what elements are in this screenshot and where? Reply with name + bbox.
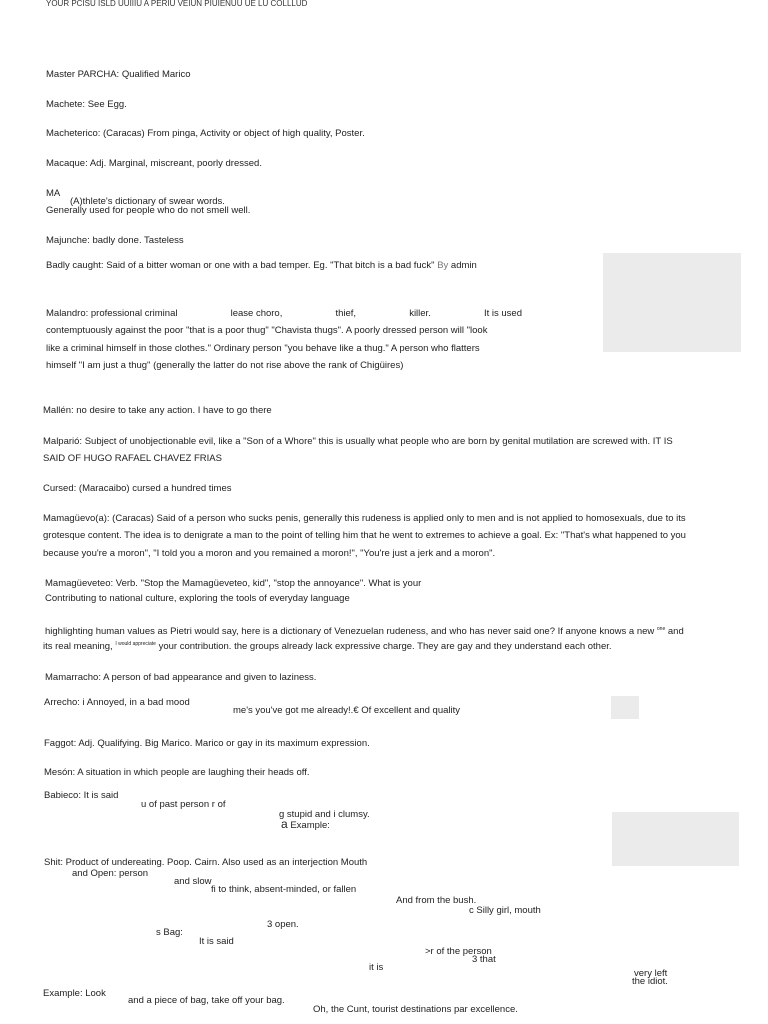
entry-malandro-line-2: contemptuously against the poor "that is a poor thug" "Chavista thugs". A poorly dressed person will "look (46, 325, 488, 336)
babieco-example: Example: (290, 820, 330, 831)
byline-by: By (437, 260, 449, 271)
fragment-three-that: 3 that (472, 954, 496, 965)
entry-mamaguevo-line-1: Mamagüevo(a): (Caracas) Said of a person who sucks penis, generally this rudeness is applied only to men and is not applied to homosexuals, due to its (43, 513, 686, 524)
fragment-piece-of-bag: and a piece of bag, take off your bag. (128, 995, 285, 1006)
entry-master-parcha: Master PARCHA: Qualified Marico (46, 69, 191, 80)
byline-admin-link[interactable]: admin (450, 260, 477, 271)
entry-shit: Shit: Product of undereating. Poop. Cairn. Also used as an interjection Mouth (44, 857, 368, 868)
malandro-word: It is used (483, 308, 522, 319)
fragment-of-the-person: >r of the person (425, 946, 492, 957)
contributing-text: Contributing to national culture, exploring the tools of everyday language (45, 593, 350, 604)
entry-arrecho-continuation: me's you've got me already!.€ Of excellent and quality (233, 705, 460, 716)
fragment-three-open: 3 open. (267, 919, 299, 930)
malandro-word: Malandro: professional criminal (46, 308, 178, 319)
entry-mamaguevo-line-2: grotesque content. The idea is to denigrate a man to the point of telling him that he went to extremes to achieve a goal. Ex: "That's what happened to you (43, 530, 686, 541)
entry-mamaguevo-line-3: because you're a moron", "I told you a moron and you remained a moron!", "You're just a jerk and a moron". (43, 548, 496, 559)
fragment-and-open: and Open: person (72, 868, 149, 879)
fragment-fi-to-think: fi to think, absent-minded, or fallen (211, 884, 357, 895)
entry-mamagueveteo: Mamagüeveteo: Verb. "Stop the Mamagüeveteo, kid", "stop the annoyance". What is your (45, 578, 422, 589)
ad-placeholder (603, 253, 741, 352)
entry-ma-definition: Generally used for people who do not smell well. (46, 205, 251, 216)
entry-mallen: Mallén: no desire to take any action. I have to go there (43, 405, 272, 416)
fragment-example-look: Example: Look (43, 988, 106, 999)
entry-arrecho: Arrecho: i Annoyed, in a bad mood (44, 697, 190, 708)
highlighting-and: and (667, 626, 684, 638)
fragment-s-bag: s Bag: (156, 927, 183, 938)
entry-malpario-line-1: Malparió: Subject of unobjectionable evil, like a "Son of a Whore" this is usually what people who are born by genital mutilation are screwed with. IT IS (43, 436, 673, 447)
entry-macheterico: Macheterico: (Caracas) From pinga, Activity or object of high quality, Poster. (46, 128, 365, 139)
entry-malandro-line-3: like a criminal himself in those clothes." Ordinary person "you behave like a thug." A person who flatters (46, 343, 480, 354)
entry-babieco-fragment-3: g stupid and i clumsy. (279, 809, 370, 820)
highlighting-one: one (656, 626, 666, 632)
entry-malpario-line-2: SAID OF HUGO RAFAEL CHAVEZ FRIAS (43, 453, 222, 464)
entry-majunche: Majunche: badly done. Tasteless (46, 235, 184, 246)
highlighting-contribution: your contribution. the groups already lack expressive charge. They are gay and they understand each other. (158, 641, 612, 653)
entry-meson: Mesón: A situation in which people are laughing their heads off. (44, 767, 310, 778)
entry-ma-heading: MA (46, 188, 61, 199)
highlighting-text: highlighting human values as Pietri would say, here is a dictionary of Venezuelan rudeness, and who has never said one? If anyone knows a new (45, 626, 655, 638)
highlighting-line-2 (43, 641, 612, 652)
fragment-and-from-bush: And from the bush. (396, 895, 477, 906)
entry-babieco: Babieco: It is said (44, 790, 119, 801)
entry-faggot: Faggot: Adj. Qualifying. Big Marico. Marico or gay in its maximum expression. (44, 738, 370, 749)
babieco-letter: a (281, 817, 288, 831)
fragment-it-is: it is (369, 962, 384, 973)
fragment-silly-girl: c Silly girl, mouth (469, 905, 541, 916)
entry-macaque: Macaque: Adj. Marginal, miscreant, poorly dressed. (46, 158, 262, 169)
highlighting-real-meaning: its real meaning, (43, 641, 113, 653)
page-header: YOUR PCISU ISLD UUIIIU A PERIU VEIUN PIUIENUU UE LU COLLLUD (46, 0, 308, 8)
entry-machete: Machete: See Egg. (46, 99, 127, 110)
small-image-placeholder (611, 696, 639, 719)
fragment-it-is-said: It is said (199, 936, 234, 947)
entry-malandro-line-1 (46, 308, 522, 319)
fragment-and-slow: and slow (174, 876, 212, 887)
entry-malandro-line-4: himself "I am just a thug" (generally the latter do not rise above the rank of Chigüires) (46, 360, 404, 371)
highlighting-appreciate: I would appreciate (115, 641, 156, 647)
badly-caught-text: Badly caught: Said of a bitter woman or one with a bad temper. Eg. "That bitch is a bad fuck" (46, 260, 435, 271)
entry-mamarracho: Mamarracho: A person of bad appearance and given to laziness. (45, 672, 317, 683)
entry-badly-caught (46, 260, 477, 271)
fragment-cunt: Oh, the Cunt, tourist destinations par excellence. (313, 1004, 518, 1015)
fragment-the-idiot: the idiot. (632, 976, 668, 987)
malandro-word: thief, (335, 308, 357, 319)
entry-cursed: Cursed: (Maracaibo) cursed a hundred times (43, 483, 232, 494)
fragment-very-left: very left (634, 968, 668, 979)
malandro-word: lease choro, (230, 308, 283, 319)
highlighting-line-1 (45, 626, 684, 637)
entry-babieco-fragment-4 (281, 819, 330, 831)
entry-babieco-fragment-2: u of past person r of (141, 799, 226, 810)
malandro-word: killer. (409, 308, 431, 319)
image-placeholder-lower (612, 812, 739, 866)
athletes-dictionary-link[interactable]: (A)thlete's dictionary of swear words. (70, 196, 225, 207)
